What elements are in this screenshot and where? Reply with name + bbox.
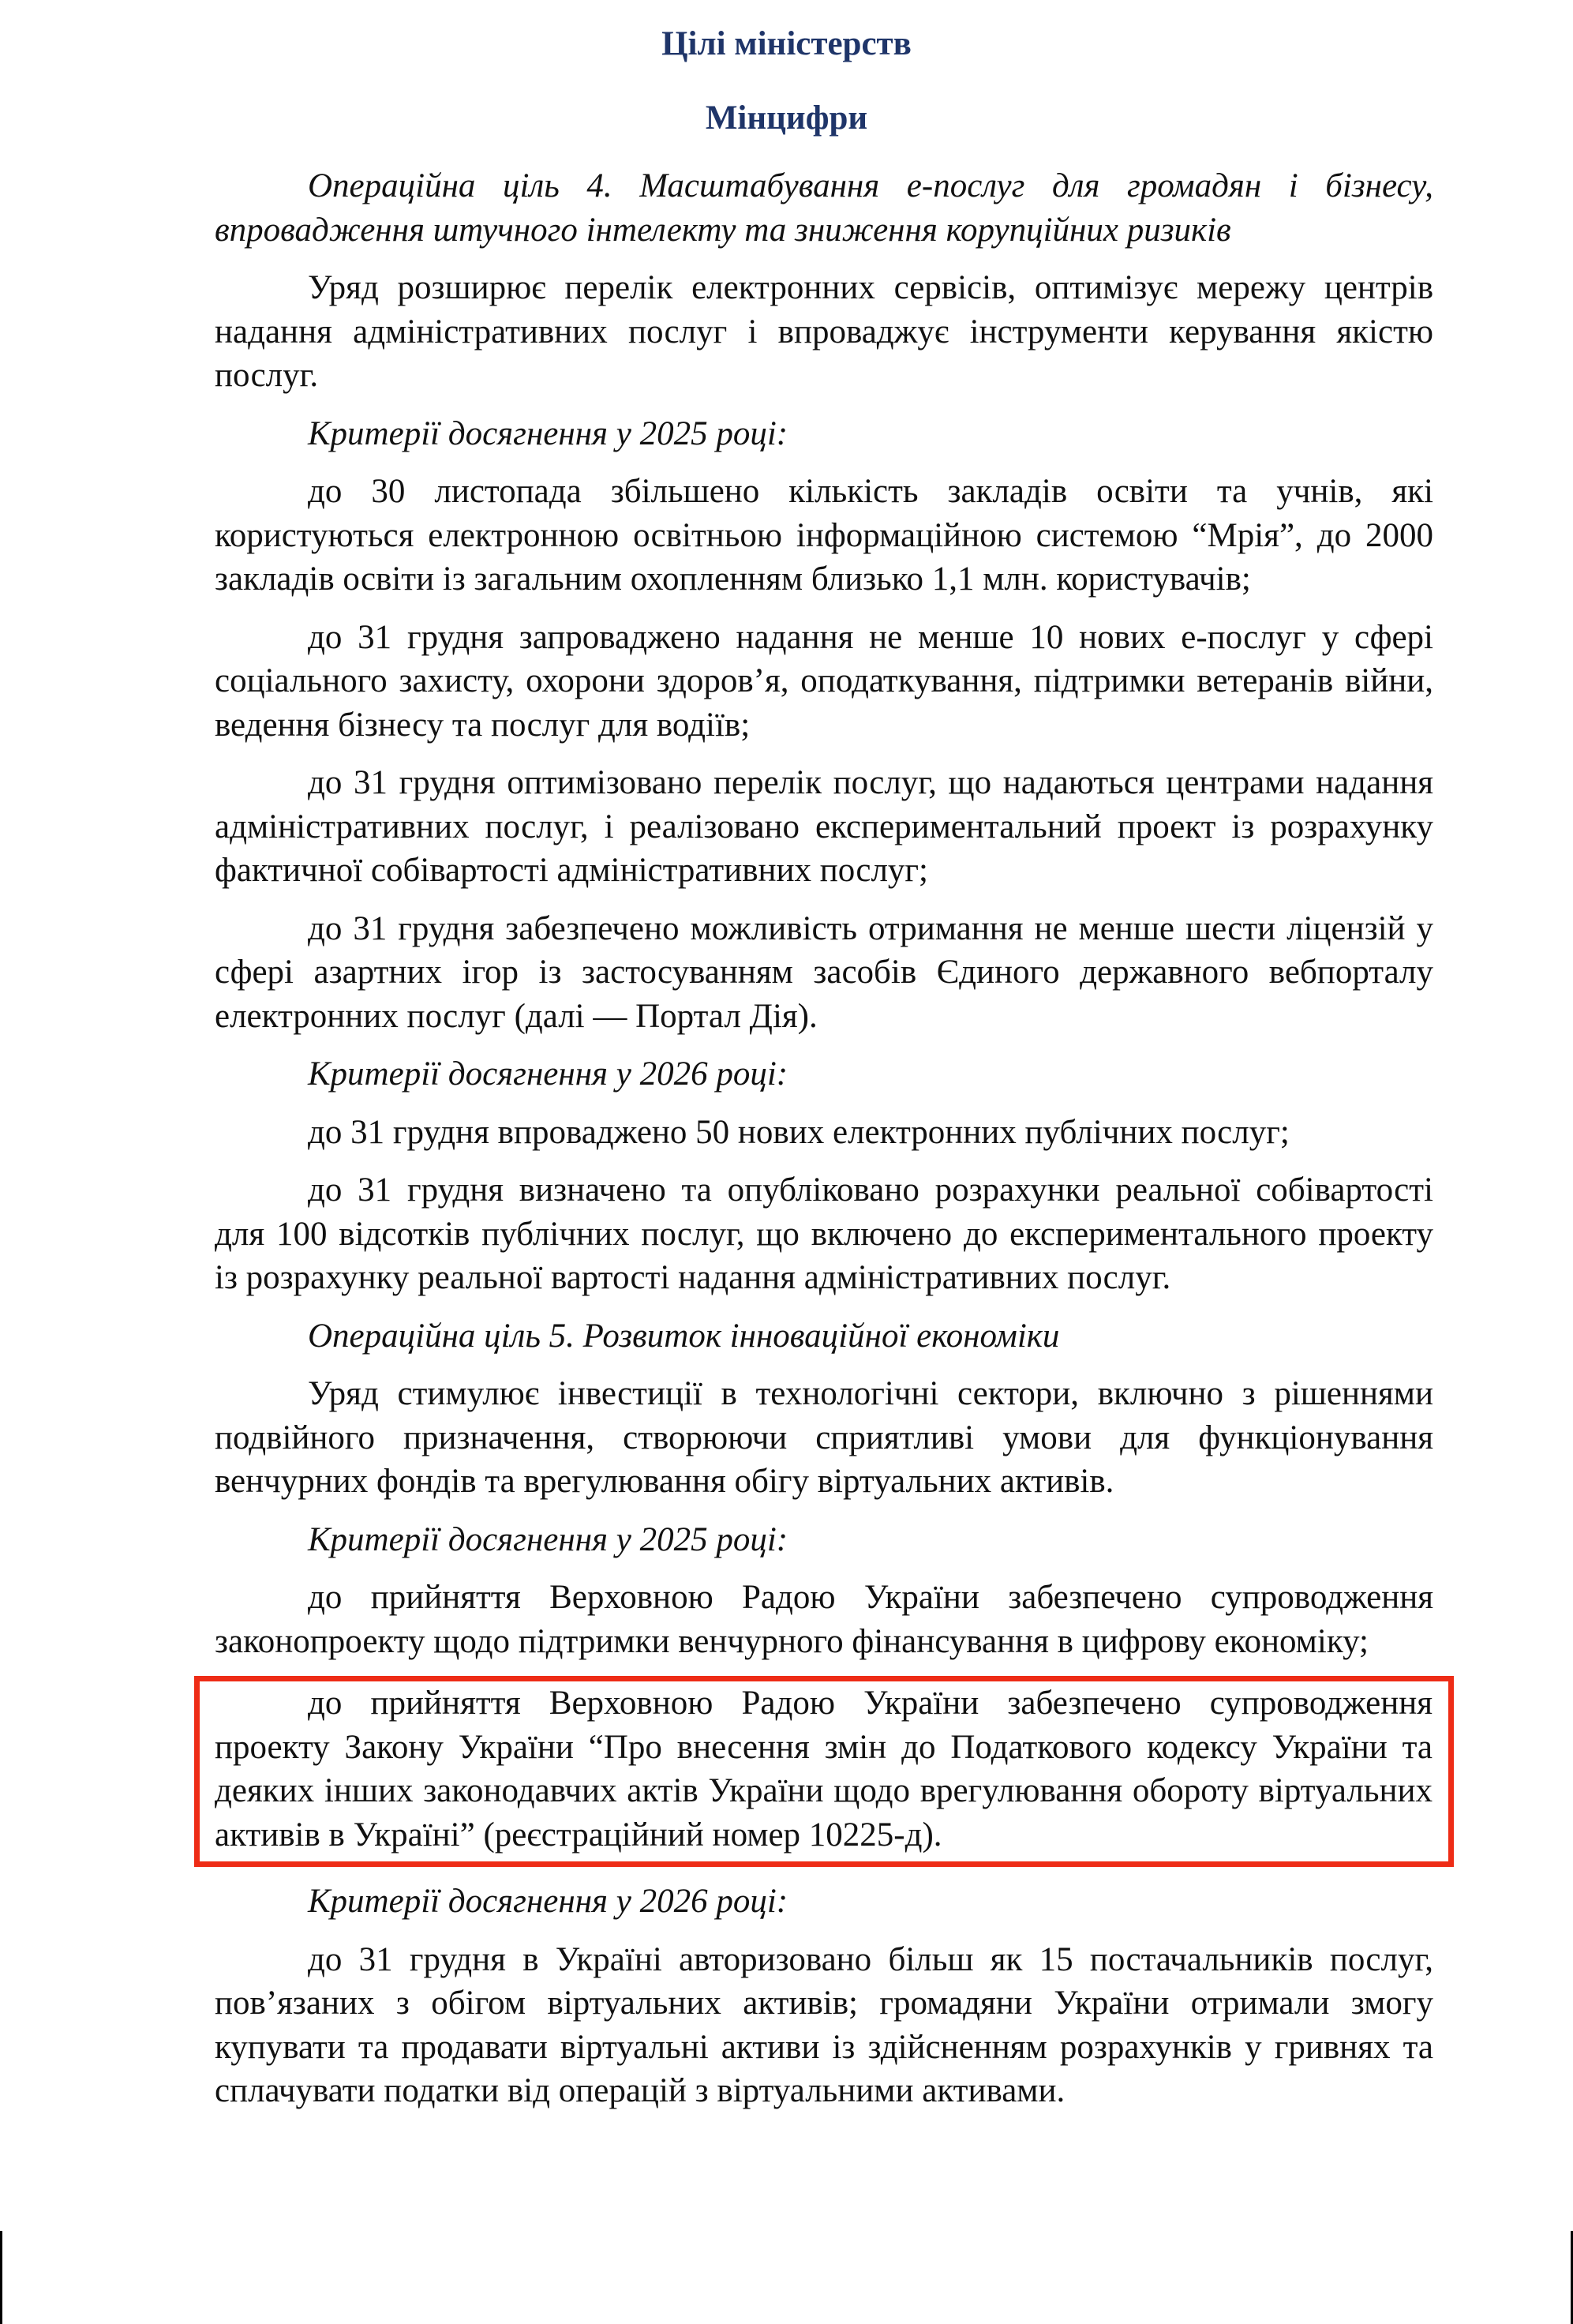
highlighted-criterion-box [194, 1676, 1454, 1867]
goal-4-intro: Уряд розширює перелік електронних сервісів, оптимізує мережу центрів надання адміністративних послуг і впроваджує інструменти керування якістю послуг. [215, 269, 1433, 394]
criteria-2026-heading: Критерії досягнення у 2026 році: [308, 1883, 788, 1920]
criterion-item: до 31 грудня забезпечено можливість отримання не менше шести ліцензій у сфері азартних ігор із застосуванням засобів Єдиного державного вебпорталу електронних послуг (далі — Портал Дія). [215, 909, 1433, 1035]
criterion-item: до 31 грудня оптимізовано перелік послуг, що надаються центрами надання адміністративних послуг, і реалізовано експериментальний проект із розрахунку фактичної собівартості адміністративних послуг; [215, 764, 1433, 889]
criterion-item: до 31 грудня впроваджено 50 нових електронних публічних послуг; [308, 1113, 1290, 1151]
criterion-item: до 30 листопада збільшено кількість закладів освіти та учнів, які користуються електронною освітньою інформаційною системою “Мрія”, до 2000 закладів освіти із загальним охопленням близько 1,1 млн. користувачів; [215, 473, 1433, 598]
ministry-name: Мінцифри [705, 99, 868, 137]
goal-5-title: Операційна ціль 5. Розвиток інноваційної економіки [308, 1317, 1060, 1355]
criteria-2025-heading: Критерії досягнення у 2025 році: [308, 1520, 788, 1558]
criteria-2025-heading: Критерії досягнення у 2025 році: [308, 414, 788, 452]
criterion-item: до 31 грудня в Україні авторизовано більш як 15 постачальників послуг, пов’язаних з обігом віртуальних активів; громадяни України отримали змогу купувати та продавати віртуальні активи із здійсненням розрахунків у гривнях та сплачувати податки від операцій з віртуальними активами. [215, 1940, 1433, 2109]
criterion-item: до прийняття Верховною Радою України забезпечено супроводження проекту Закону України “Про внесення змін до Податкового кодексу України та деяких інших законодавчих актів України щодо врегулювання обороту віртуальних активів в Україні” (реєстраційний номер 10225-д). [215, 1685, 1433, 1854]
goal-5-intro: Уряд стимулює інвестиції в технологічні сектори, включно з рішеннями подвійного призначення, створюючи сприятливі умови для функціонування венчурних фондів та врегулювання обігу віртуальних активів. [215, 1375, 1433, 1500]
criterion-item: до прийняття Верховною Радою України забезпечено супроводження законопроекту щодо підтримки венчурного фінансування в цифрову економіку; [215, 1579, 1433, 1660]
criterion-item: до 31 грудня визначено та опубліковано розрахунки реальної собівартості для 100 відсотків публічних послуг, що включено до експериментального проекту із розрахунку реальної вартості надання адміністративних послуг. [215, 1171, 1433, 1296]
goal-4-title: Операційна ціль 4. Масштабування е-послуг для громадян і бізнесу, впровадження штучного інтелекту та зниження корупційних ризиків [215, 167, 1433, 249]
ministry-goals-title: Цілі міністерств [661, 25, 912, 62]
document-body [215, 164, 1433, 2127]
page-edge-line-left [0, 2231, 2, 2324]
criterion-item: до 31 грудня запроваджено надання не менше 10 нових е-послуг у сфері соціального захисту, охорони здоров’я, оподаткування, підтримки ветеранів війни, ведення бізнесу та послуг для водіїв; [215, 618, 1433, 744]
criteria-2026-heading: Критерії досягнення у 2026 році: [308, 1055, 788, 1093]
